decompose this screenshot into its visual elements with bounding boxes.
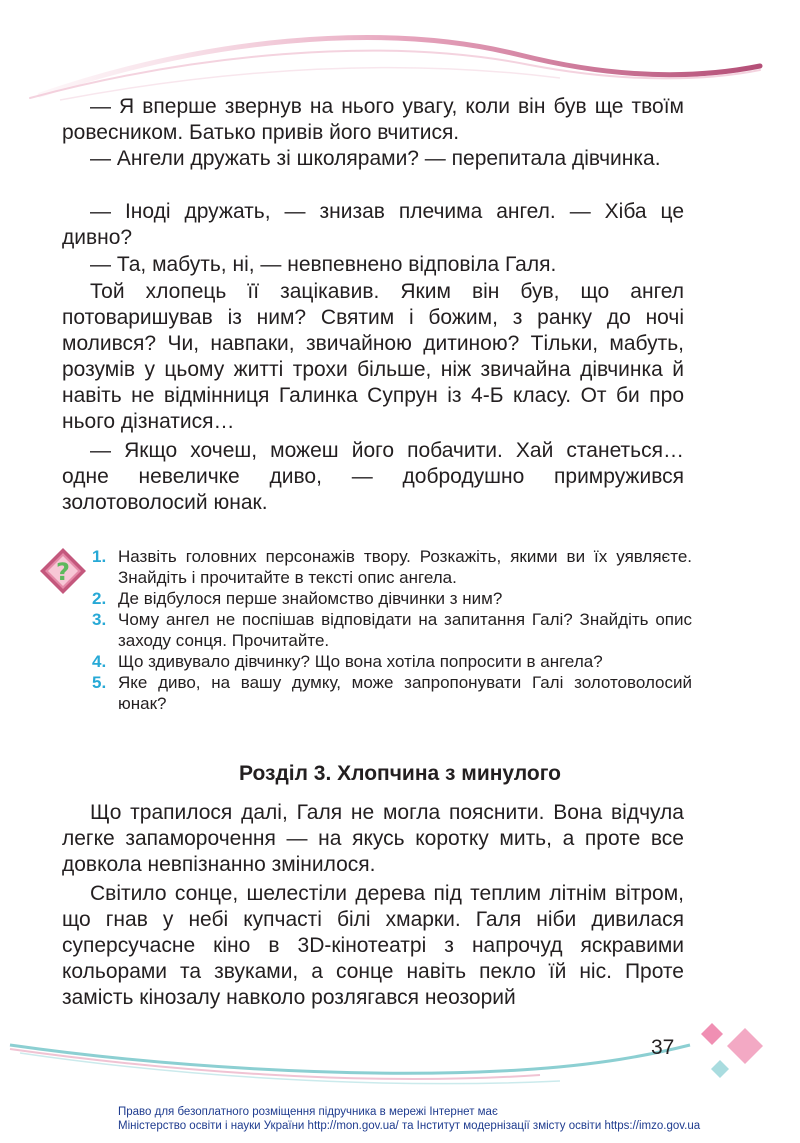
story-paragraph-2: — Ангели дружать зі школярами? — перепитала дівчинка. (90, 147, 661, 170)
corner-diamonds-decoration (698, 1020, 770, 1082)
questions-list (92, 546, 692, 714)
bottom-wave-decoration (0, 1015, 800, 1090)
footer-line-1: Право для безоплатного розміщення підручника в мережі Інтернет має (118, 1106, 498, 1118)
question-item: 1. Назвіть головних персонажів твору. Розкажіть, якими ви їх уявляєте. Знайдіть і прочитайте в тексті опис ангела. (92, 547, 692, 587)
svg-text:?: ? (56, 558, 70, 586)
story-paragraph-6: — Якщо хочеш, можеш його побачити. Хай станеться… одне невеличке диво, — добродушно примружився золотоволосий юнак. (62, 439, 684, 514)
copyright-footer (118, 1105, 700, 1133)
question-diamond-icon (38, 546, 88, 596)
story-paragraph-5: Той хлопець її зацікавив. Яким він був, що ангел потоваришував із ним? Святим і божим, з ранку до ночі молився? Чи, навпаки, звичайною дитиною? Тільки, мабуть, розумів у цьому житті трохи більше, ніж звичайна дівчинка й навіть не відмінниця Галинка Супрун із 4-Б класу. От би про нього дізнатися… (62, 280, 684, 433)
question-item: 3. Чому ангел не поспішав відповідати на запитання Галі? Знайдіть опис заходу сонця. Прочитайте. (92, 610, 692, 650)
story-paragraph-3: — Іноді дружать, — знизав плечима ангел. — Хіба це дивно? (62, 200, 684, 249)
story-paragraph-1: — Я вперше звернув на нього увагу, коли він був ще твоїм ровесником. Батько привів його вчитися. (62, 95, 684, 144)
question-item: 2. Де відбулося перше знайомство дівчинки з ним? (92, 589, 503, 608)
footer-line-2: Міністерство освіти і науки України http://mon.gov.ua/ та Інститут модернізації змісту освіти https://imzo.gov.ua (118, 1120, 701, 1132)
question-item: 5. Яке диво, на вашу думку, може запропонувати Галі золотоволосий юнак? (92, 673, 692, 713)
section-title: Розділ 3. Хлопчина з минулого (238, 762, 562, 785)
section-paragraph-2: Світило сонце, шелестіли дерева під теплим літнім вітром, що гнав у небі купчасті білі хмарки. Галя ніби дивилася суперсучасне кіно в 3D-кінотеатрі з напрочуд яскравими кольорами та звуками, а сонце навіть пекло їй ніс. Проте замість кінозалу навколо розлягався неозорий (62, 882, 684, 1009)
section-paragraph-1: Що трапилося далі, Галя не могла пояснити. Вона відчула легке запаморочення — на якусь коротку мить, а проте все довкола невпізнанно змінилося. (62, 801, 684, 876)
question-item: 4. Що здивувало дівчинку? Що вона хотіла попросити в ангела? (92, 652, 603, 671)
story-paragraph-4: — Та, мабуть, ні, — невпевнено відповіла Галя. (90, 253, 557, 276)
page-number: 37 (651, 1036, 675, 1059)
